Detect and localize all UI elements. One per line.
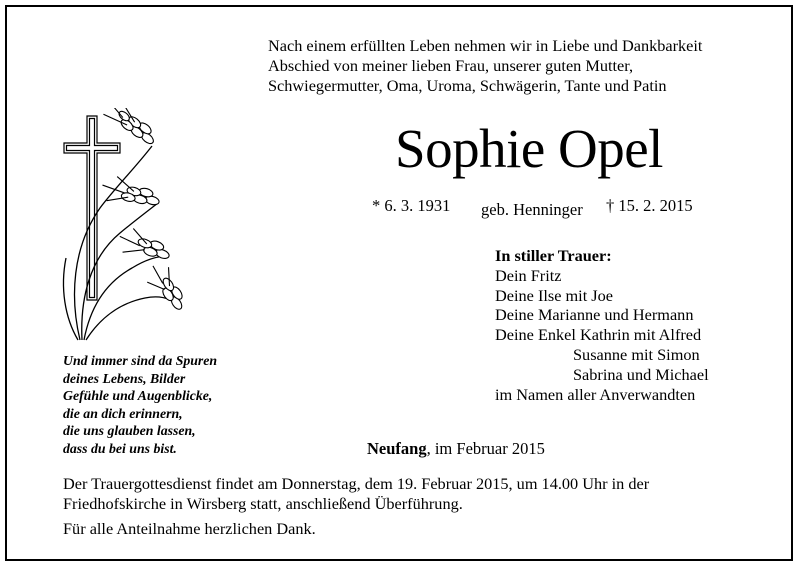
mourner-line: Deine Marianne und Hermann <box>495 305 694 325</box>
mourners-heading: In stiller Trauer: <box>495 246 612 265</box>
service-line: Friedhofskirche in Wirsberg statt, anschließend Überführung. <box>63 494 463 513</box>
death-date: † 15. 2. 2015 <box>606 196 693 215</box>
birth-date: * 6. 3. 1931 <box>372 196 451 215</box>
intro-line: Nach einem erfüllten Leben nehmen wir in Liebe und Dankbarkeit <box>268 36 703 55</box>
poem-line: dass du bei uns bist. <box>63 440 177 456</box>
thanks-line: Für alle Anteilnahme herzlichen Dank. <box>63 519 316 538</box>
intro-text <box>268 36 702 96</box>
place-date <box>367 439 545 459</box>
poem-line: Gefühle und Augenblicke, <box>63 388 213 404</box>
poem-line: Und immer sind da Spuren <box>63 353 218 368</box>
place: Neufang <box>367 439 427 458</box>
maiden-name: geb. Henninger <box>481 200 583 219</box>
mourner-line: Susanne mit Simon <box>573 344 700 364</box>
date: , im Februar 2015 <box>426 439 545 458</box>
mourner-line: Deine Enkel Kathrin mit Alfred <box>495 325 702 345</box>
mourners-list <box>495 246 709 404</box>
poem-line: die an dich erinnern, <box>63 405 183 421</box>
poem-line: die uns glauben lassen, <box>63 423 196 439</box>
intro-line: Schwiegermutter, Oma, Uroma, Schwägerin, Tante und Patin <box>268 76 667 95</box>
service-info <box>63 474 649 514</box>
mourner-line: Dein Fritz <box>495 265 562 285</box>
service-line: Der Trauergottesdienst findet am Donnerstag, dem 19. Februar 2015, um 14.00 Uhr in der <box>63 474 650 493</box>
poem-line: deines Lebens, Bilder <box>63 370 186 386</box>
mourner-line: Sabrina und Michael <box>573 364 709 384</box>
mourner-line: im Namen aller Anverwandten <box>495 384 696 404</box>
cross-with-wheat-icon <box>60 108 210 348</box>
deceased-name: Sophie Opel <box>395 118 663 179</box>
poem <box>63 352 217 458</box>
mourner-line: Deine Ilse mit Joe <box>495 285 614 305</box>
intro-line: Abschied von meiner lieben Frau, unserer guten Mutter, <box>268 56 634 75</box>
